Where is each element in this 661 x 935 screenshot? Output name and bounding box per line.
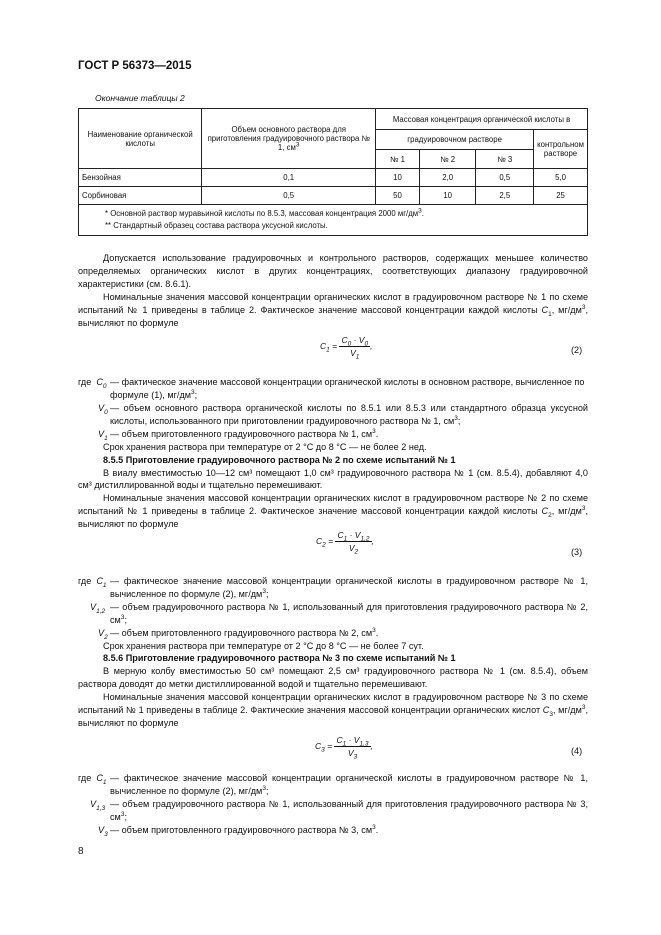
page-number: 8 [78, 846, 84, 857]
equation-number-4: (4) [571, 746, 583, 756]
equation-number-3: (3) [571, 547, 583, 557]
header-n3: № 3 [476, 150, 534, 169]
table-row: Сорбиновая 0,5 50 10 2,5 25 [79, 187, 588, 205]
header-control: контрольном растворе [534, 130, 588, 169]
formula-3: $C_2$ = $\frac{C_1 \cdot V_{1,2}}{V_2}$ , [316, 530, 374, 556]
body-text-4: где $C_1$ — фактическое значение массовой концентрации органической кислоты в градуировочном растворе № 1, вычисленное по формуле (2), $мг/дм^3$; $V_{1,3}$ — объем градуировочного раствора № 1, использованный для приготовления градуировочного раствора № 3, $см^3$; $V_3$ — объем приготовленного градуировочного раствора № 3, $см^3$. [78, 773, 588, 838]
header-n1: № 1 [376, 150, 420, 169]
body-text-3: где $C_1$ — фактическое значение массовой концентрации органической кислоты в градуировочном растворе № 1, вычисленное по формуле (2), $мг/дм^3$; $V_{1,2}$ — объем градуировочного раствора № 1, использованный для приготовления градуировочного раствора № 2, $см^3$; $V_2$ — объем приготовленного градуировочного раствора № 2, $см^3$. Срок хранения раствора при температуре от 2 °С до 8 °С — не более 7 сут. 8.5.6 Приготовление градуировочного раствора № 3 по схеме испытаний № 1 В мерную колбу вместимостью 50 см³ помещают 2,5 см³ градуировочного раствора № 1 (см. 8.5.4), объем раствора доводят до метки дистиллированной водой и тщательно перемешивают. Номинальные значения массовой концентрации органических кислот в градуировочном растворе № 3 по схеме испытаний № 1 приведены в таблице 2. Фактические значения массовой концентрации органических кислот $C_3$, $мг/дм^3$, вычисляют по формуле [78, 576, 588, 728]
standard-header: ГОСТ Р 56373—2015 [78, 60, 192, 72]
header-calibration: градуировочном растворе [376, 130, 534, 150]
body-text-1: Допускается использование градуировочных и контрольного растворов, содержащих меньшее количество определяемых органических кислот в других концентрациях, соответствующих диапазону градуировочной характеристики (см. 8.6.1). Номинальные значения массовой концентрации органических кислот в градуировочном растворе № 1 по схеме испытаний № 1 приведены в таблице 2. Фактическое значение массовой концентрации каждой кислоты $C_1$, $мг/дм^3$, вычисляют по формуле [78, 253, 588, 328]
formula-4: $C_3$ = $\frac{C_1 \cdot V_{1,3}}{V_3}$ , [315, 735, 373, 761]
equation-number-2: (2) [571, 345, 583, 355]
header-concentration: Массовая концентрация органической кислоты в [376, 109, 588, 130]
formula-2: $C_1$ = $\frac{C_0 \cdot V_0}{V_1}$ , [320, 335, 373, 361]
header-acid-name: Наименование органической кислоты [79, 109, 202, 169]
header-stock-volume: Объем основного раствора для приготовления градуировочного раствора № 1, $см^3$ [202, 109, 376, 169]
table-caption: Окончание таблицы 2 [95, 93, 185, 103]
where-block-2: где $C_0$ — фактическое значение массовой концентрации органической кислоты в основном растворе, вычисленное по формуле (1), $мг/дм^3$; [78, 377, 585, 400]
table-notes: * Основной раствор муравьиной кислоты по 8.5.3, массовая концентрация 2000 $мг/дм^3$. ** Стандартный образец состава раствора уксусной кислоты. [79, 205, 588, 236]
body-text-2: $V_0$ — объем основного раствора органической кислоты по 8.5.1 или 8.5.3 или стандартного образца уксусной кислоты, использованного при приготовлении градуировочного раствора № 1, $см^3$; $V_1$ — объем приготовленного градуировочного раствора № 1, $см^3$. Срок хранения раствора при температуре от 2 °С до 8 °С — не более 2 нед. 8.5.5 Приготовление градуировочного раствора № 2 по схеме испытаний № 1 В виалу вместимостью 10—12 см³ помещают 1,0 см³ градуировочного раствора № 1 (см. 8.5.4), добавляют 4,0 см³ дистиллированной воды и тщательно перемешивают. Номинальные значения массовой концентрации органических кислот в градуировочном растворе № 2 по схеме испытаний № 1 приведены в таблице 2. Фактическое значение массовой концентрации каждой кислоты $C_2$, $мг/дм^3$, вычисляют по формуле [78, 403, 588, 530]
table-2 [78, 108, 588, 236]
table-row: Бензойная 0,1 10 2,0 0,5 5,0 [79, 169, 588, 187]
header-n2: № 2 [419, 150, 476, 169]
